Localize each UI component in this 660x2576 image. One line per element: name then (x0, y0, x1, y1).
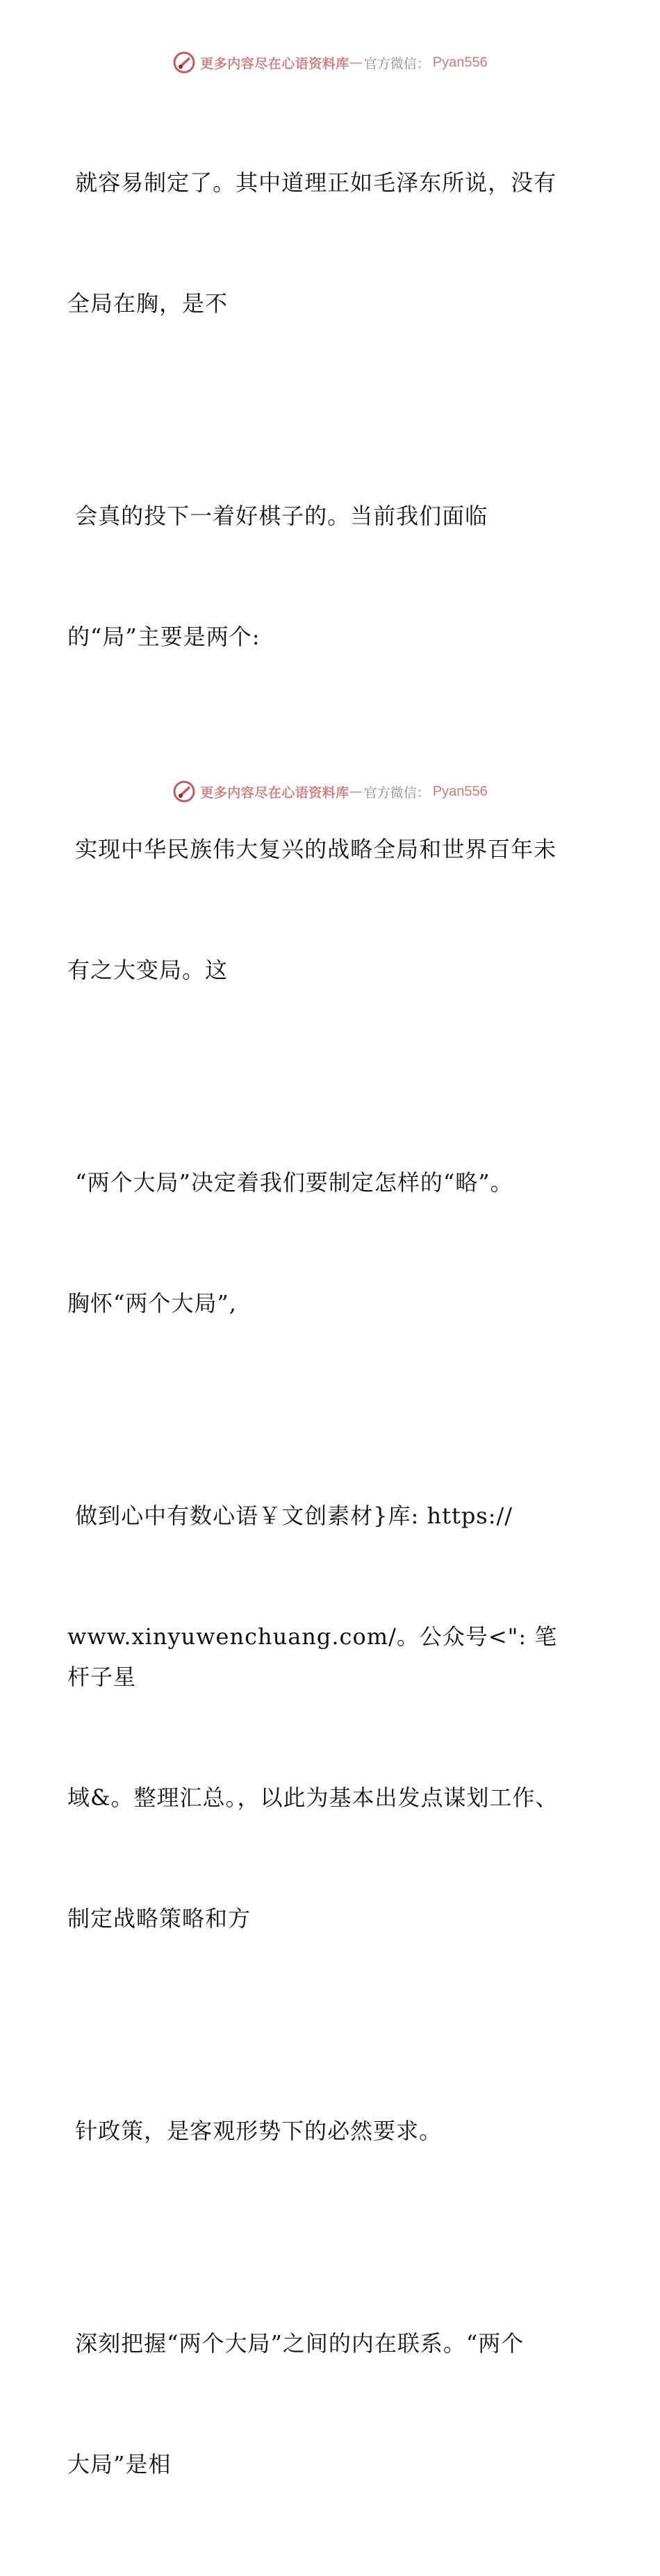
text-line: 胸怀“两个大局”, (67, 1290, 237, 1316)
watermark-id: Pyan556 (432, 54, 488, 70)
watermark-dash: — (349, 784, 363, 799)
text-line: 会真的投下一着好棋子的。当前我们面临 (67, 503, 488, 529)
text-line: 大局”是相 (67, 2451, 172, 2477)
text-line: 的“局”主要是两个: (67, 624, 261, 650)
paragraph (67, 1082, 578, 1404)
text-line: 全局在胸，是不 (67, 290, 229, 317)
paragraph (67, 2030, 578, 2232)
text-line: 有之大变局。这 (67, 957, 229, 983)
watermark-id: Pyan556 (432, 783, 488, 799)
paragraph (67, 82, 578, 404)
text-line: “两个大局”决定着我们要制定怎样的“略”。 (67, 1169, 513, 1196)
text-line: 域&。整理汇总。，以此为基本出发点谋划工作、 (67, 1784, 559, 1811)
text-line: www.xinyuwenchuang.com/。公众号<": 笔杆子星 (67, 1623, 558, 1690)
text-line: 深刻把握“两个大局”之间的内在联系。“两个 (67, 2330, 525, 2357)
text-line: 就容易制定了。其中道理正如毛泽东所说，没有 (67, 169, 557, 196)
text-line: 做到心中有数心语￥文创素材}库: https:// (67, 1503, 513, 1529)
watermark-main-text: 更多内容尽在心语资料库 (200, 56, 349, 72)
paragraph (67, 2243, 578, 2565)
watermark-main-text: 更多内容尽在心语资料库 (200, 785, 349, 801)
text-line: 实现中华民族伟大复兴的战略全局和世界百年未 (67, 836, 557, 862)
watermark-label: 官方微信： (363, 785, 430, 801)
paragraph (67, 415, 578, 737)
logo-icon (172, 780, 196, 803)
logo-icon (172, 51, 196, 74)
footer-watermark (0, 778, 660, 805)
text-line: 针政策，是客观形势下的必然要求。 (67, 2118, 443, 2144)
document-body (67, 82, 578, 2576)
watermark-dash: — (349, 55, 363, 70)
header-watermark (0, 49, 660, 76)
text-line: 制定战略策略和方 (67, 1905, 251, 1932)
paragraph (67, 1415, 578, 2019)
watermark-label: 官方微信： (363, 56, 430, 72)
